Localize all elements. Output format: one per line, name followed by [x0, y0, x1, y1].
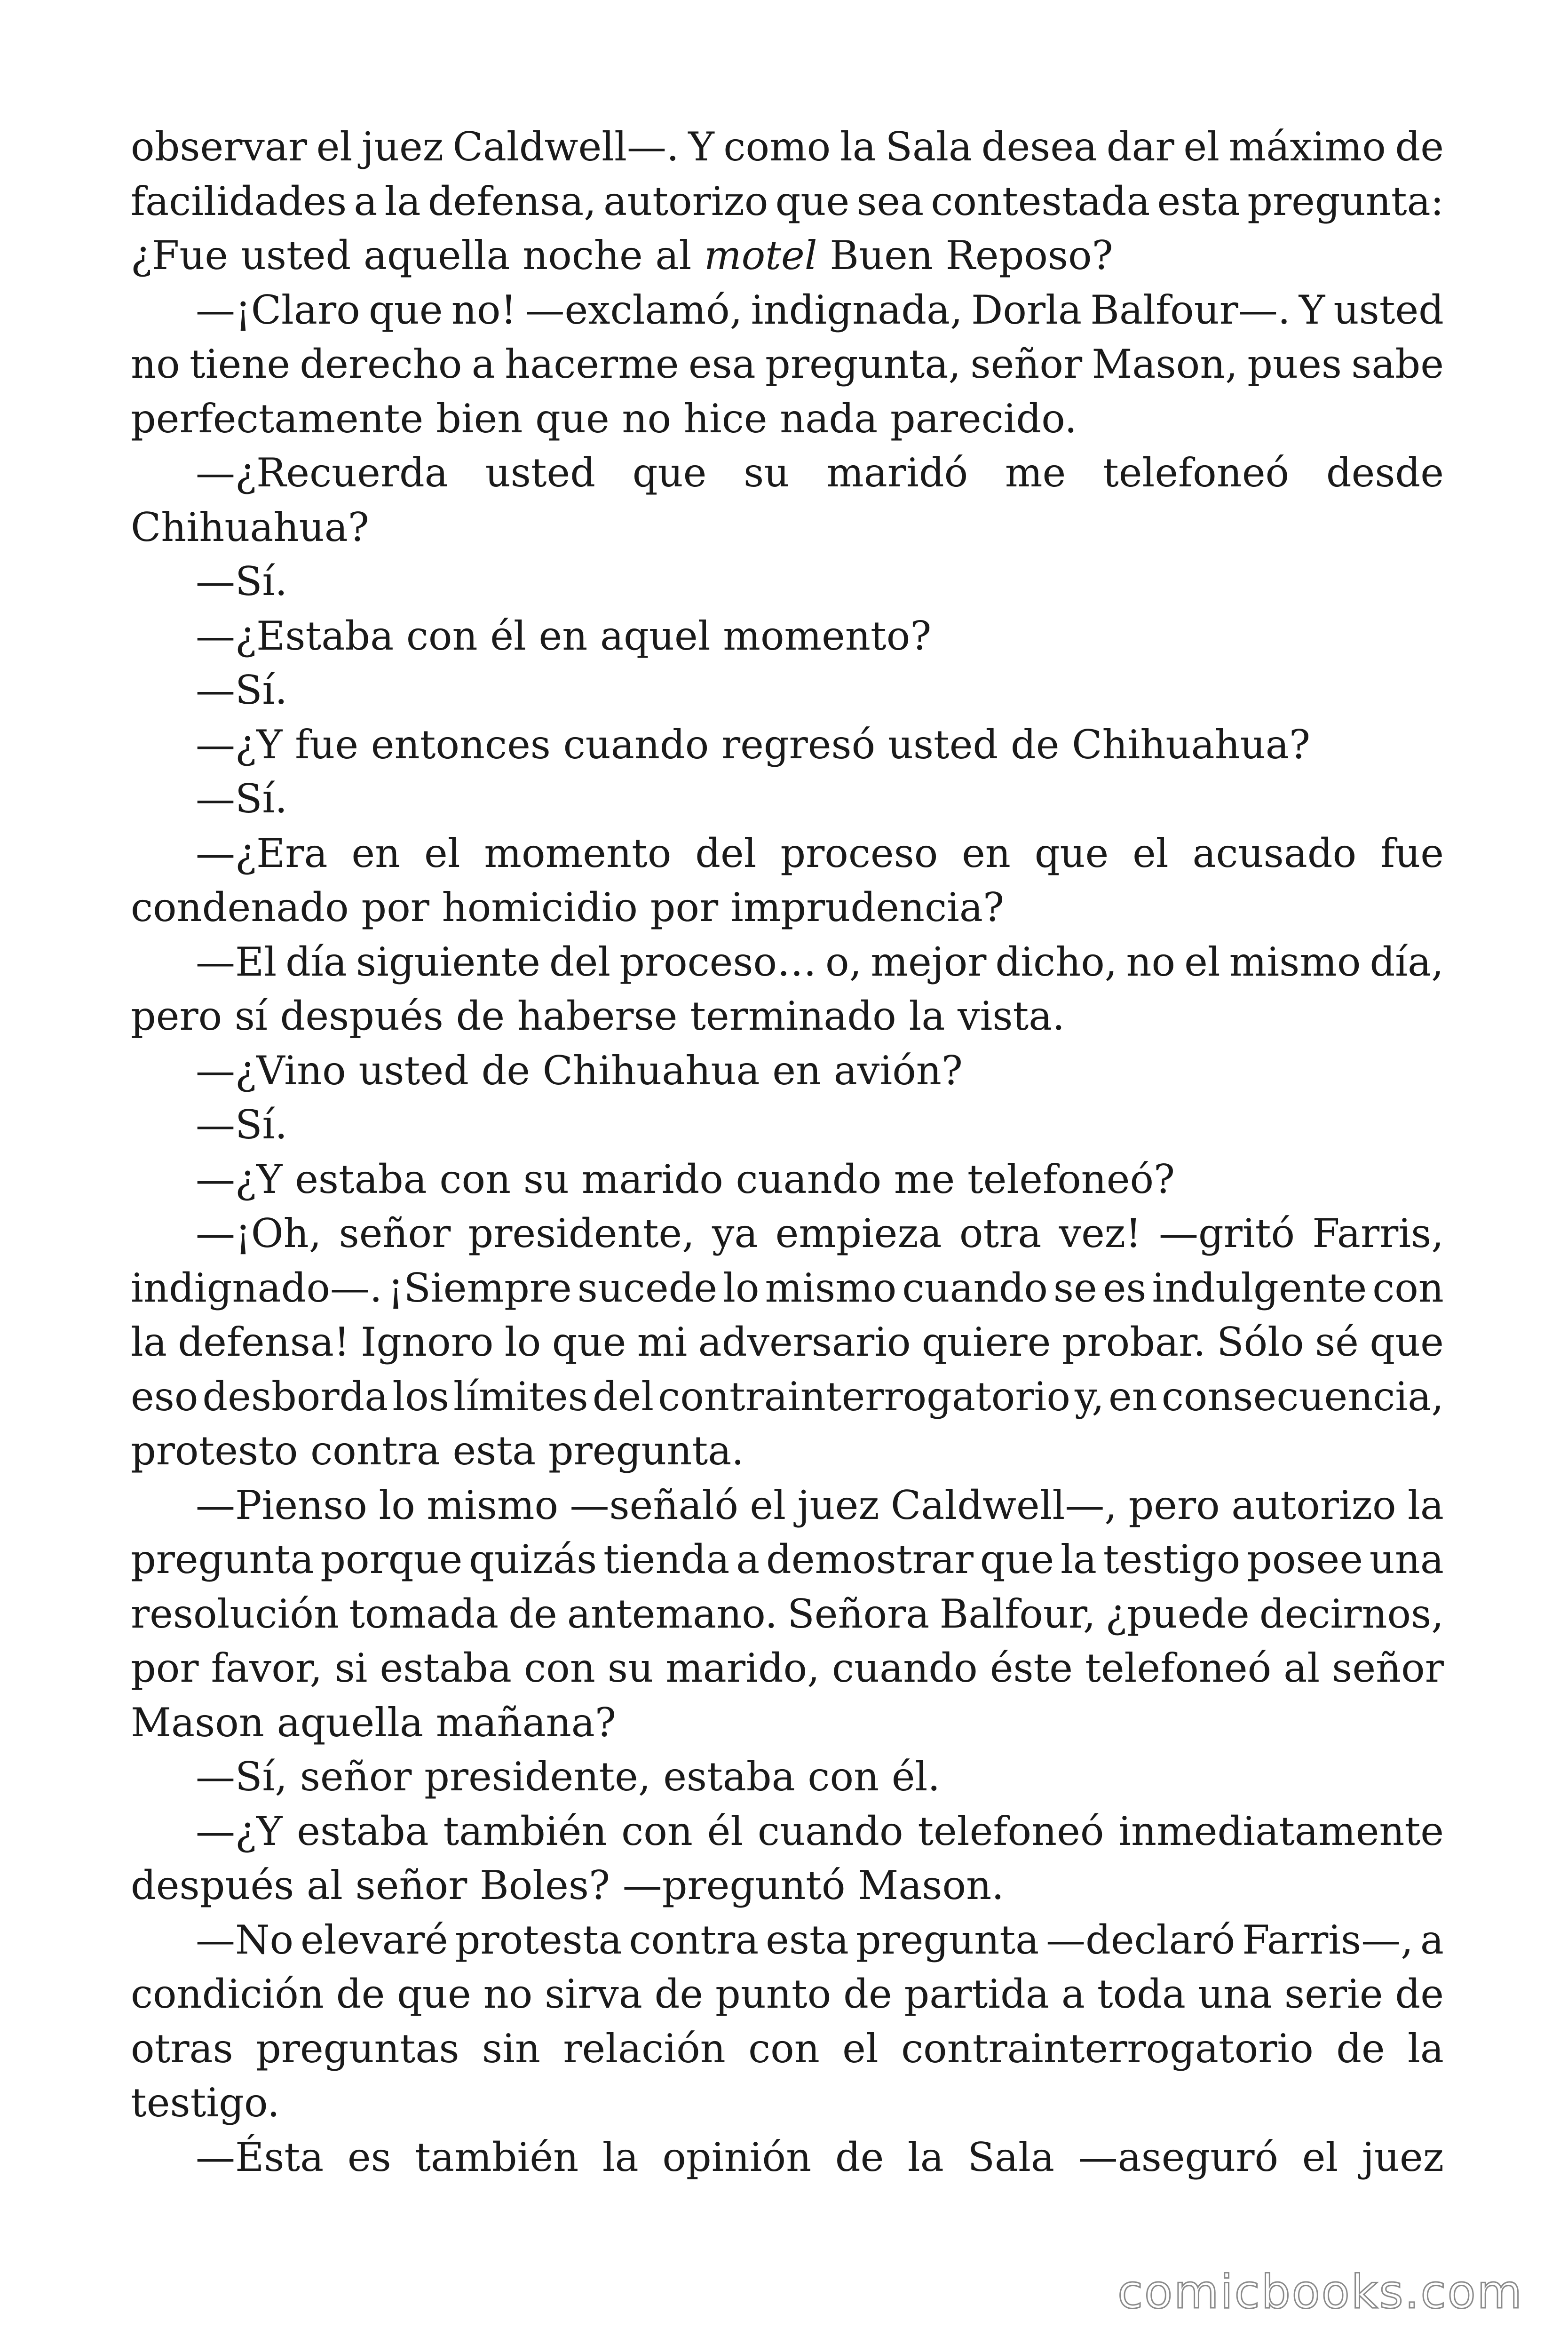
text-line	[131, 1587, 1444, 1642]
text-line	[131, 1315, 1444, 1370]
word: también	[443, 1808, 607, 1854]
word: el	[424, 830, 460, 876]
word: momento	[484, 830, 672, 876]
word: —señaló	[570, 1482, 738, 1528]
word: telefoneó	[1103, 450, 1290, 496]
word: la	[1408, 2025, 1444, 2072]
word: facilidades	[131, 178, 347, 224]
text-line: —Sí.	[196, 558, 288, 604]
word: Y	[1299, 286, 1325, 333]
word: y,	[1074, 1373, 1104, 1420]
word: preguntas	[256, 2025, 459, 2072]
word: lo	[723, 1264, 760, 1311]
word: máximo	[1228, 124, 1386, 170]
text-line	[131, 2130, 1444, 2185]
text-line	[131, 1261, 1444, 1316]
word: presidente,	[468, 1210, 695, 1256]
word: partida	[904, 1971, 1049, 2017]
word: con	[621, 1808, 693, 1854]
text-line: —¿Vino usted de Chihuahua en avión?	[196, 1047, 963, 1094]
word: sabe	[1351, 341, 1444, 387]
word: acusado	[1192, 830, 1357, 876]
word: empieza	[775, 1210, 942, 1256]
word: Sólo	[1217, 1319, 1304, 1365]
word: con	[1372, 1264, 1444, 1311]
word: el	[1132, 830, 1169, 876]
word: telefoneó	[918, 1808, 1104, 1854]
word: a	[1061, 1971, 1085, 2017]
word: que	[632, 450, 707, 496]
word: Caldwell—,	[891, 1482, 1117, 1528]
word: del	[695, 830, 757, 876]
word: hacerme	[505, 341, 679, 387]
word: los	[392, 1373, 449, 1420]
word: en	[351, 830, 401, 876]
word: día	[285, 938, 347, 985]
word: me	[1005, 450, 1066, 496]
text-line	[131, 1478, 1444, 1533]
word: quiere	[922, 1319, 1051, 1365]
word: marido,	[665, 1645, 820, 1691]
word: señor	[1332, 1645, 1444, 1691]
word: condición	[131, 1971, 324, 2017]
word: juez	[797, 1482, 879, 1528]
word: decirnos,	[1259, 1590, 1444, 1637]
word: cuando	[832, 1645, 978, 1691]
word: autorizo	[1231, 1482, 1396, 1528]
text-line	[131, 1207, 1444, 1261]
word: Caldwell—.	[452, 124, 679, 170]
word: serie	[1284, 1971, 1383, 2017]
text-line: —Sí.	[196, 776, 288, 822]
text-line: perfectamente bien que no hice nada parecido.	[131, 395, 1077, 442]
word: señor	[339, 1210, 451, 1256]
word: desborda	[202, 1373, 388, 1420]
word: tiene	[189, 341, 291, 387]
word: por	[131, 1645, 199, 1691]
word: la	[384, 178, 421, 224]
word: elevaré	[301, 1916, 448, 1963]
word: fue	[1380, 830, 1444, 876]
word: sirva	[545, 1971, 642, 2017]
text-line	[131, 1913, 1444, 1968]
word: probar.	[1061, 1319, 1206, 1365]
word: lo	[504, 1319, 541, 1365]
word: vez!	[1059, 1210, 1141, 1256]
word: proceso	[780, 830, 938, 876]
text-line: Mason aquella mañana?	[131, 1699, 616, 1746]
word: en	[962, 830, 1011, 876]
word: que	[552, 1319, 626, 1365]
site-watermark: comicbooks.com	[1117, 2265, 1523, 2319]
word: cuando	[757, 1808, 903, 1854]
word: Sala	[967, 2134, 1055, 2180]
word: testigo	[1103, 1536, 1241, 1582]
word: de	[1336, 2025, 1385, 2072]
word: autorizo	[603, 178, 768, 224]
word: contrainterrogatorio	[658, 1373, 1070, 1420]
word: el	[1184, 938, 1220, 985]
text-line: protesto contra esta pregunta.	[131, 1428, 744, 1474]
text-line: —¿Estaba con él en aquel momento?	[196, 612, 932, 659]
text-line: después al señor Boles? —preguntó Mason.	[131, 1862, 1004, 1908]
word: se	[1053, 1264, 1097, 1311]
word: del	[549, 938, 611, 985]
word: ¿puede	[1105, 1590, 1250, 1637]
word: adversario	[698, 1319, 911, 1365]
text-line	[131, 935, 1444, 990]
word: si	[334, 1645, 368, 1691]
word: que	[1034, 830, 1109, 876]
word: que	[775, 178, 850, 224]
word: que	[397, 1971, 471, 2017]
word: no	[131, 341, 180, 387]
word: resolución	[131, 1590, 340, 1637]
word: no!	[451, 286, 517, 333]
word: la	[602, 2134, 639, 2180]
word: derecho	[300, 341, 462, 387]
word: la	[907, 2134, 944, 2180]
word: —Pienso	[196, 1482, 367, 1528]
word: porque	[320, 1536, 463, 1582]
word: señor	[970, 341, 1083, 387]
word: de	[843, 1971, 892, 2017]
word: usted	[485, 450, 596, 496]
word: Balfour—.	[1090, 286, 1291, 333]
word: demostrar	[766, 1536, 974, 1582]
text-line: pero sí después de haberse terminado la vista.	[131, 993, 1065, 1039]
word: —exclamó,	[525, 286, 743, 333]
word: una	[1369, 1536, 1444, 1582]
word: Farris,	[1312, 1210, 1444, 1256]
word: —declaró	[1046, 1916, 1235, 1963]
word: el	[1302, 2134, 1338, 2180]
word: usted	[1333, 286, 1444, 333]
word: mejor	[871, 938, 987, 985]
word: relación	[563, 2025, 726, 2072]
text-line: —¿Y fue entonces cuando regresó usted de Chihuahua?	[196, 721, 1311, 768]
word: que	[368, 286, 443, 333]
word: tienda	[603, 1536, 730, 1582]
word: la	[131, 1319, 167, 1365]
text-line	[131, 1641, 1444, 1696]
word: contrainterrogatorio	[901, 2025, 1314, 2072]
word: Balfour,	[939, 1590, 1096, 1637]
text-line: —Sí, señor presidente, estaba con él.	[196, 1754, 941, 1800]
word: ¡Siempre	[388, 1264, 572, 1311]
word: éste	[990, 1645, 1073, 1691]
word: Ignoro	[361, 1319, 494, 1365]
word: opinión	[662, 2134, 812, 2180]
word: dar	[1106, 124, 1174, 170]
word: el	[316, 124, 353, 170]
word: él	[707, 1808, 744, 1854]
word: la	[1408, 1482, 1444, 1528]
word: juez	[361, 124, 443, 170]
word: su	[744, 450, 790, 496]
word: —¿Era	[196, 830, 328, 876]
word: consecuencia,	[1161, 1373, 1444, 1420]
word: telefoneó	[1085, 1645, 1272, 1691]
word: que	[1370, 1319, 1444, 1365]
text-line	[131, 175, 1444, 229]
text-line	[131, 283, 1444, 338]
word: otras	[131, 2025, 233, 2072]
book-page-text	[131, 120, 1444, 2185]
word: —No	[196, 1916, 294, 1963]
word: que	[980, 1536, 1054, 1582]
word: pregunta,	[765, 341, 961, 387]
word: de	[508, 1590, 557, 1637]
word: cuando	[902, 1264, 1048, 1311]
word: el	[1183, 124, 1220, 170]
word: esta	[1157, 178, 1241, 224]
word: inmediatamente	[1118, 1808, 1444, 1854]
word: mismo	[765, 1264, 897, 1311]
word: a	[471, 341, 495, 387]
word: ya	[712, 1210, 758, 1256]
word: pregunta:	[1247, 178, 1444, 224]
word: lo	[379, 1482, 415, 1528]
word: la	[839, 124, 876, 170]
word: sin	[482, 2025, 540, 2072]
word: —Ésta	[196, 2134, 324, 2180]
word: o,	[825, 938, 862, 985]
text-line: —¿Y estaba con su marido cuando me telefoneó?	[196, 1156, 1175, 1202]
word: antemano.	[567, 1590, 778, 1637]
word: estaba	[380, 1645, 512, 1691]
text-line: ¿Fue usted aquella noche al motel Buen Reposo?	[131, 232, 1113, 278]
text-line	[131, 826, 1444, 881]
word: contra	[629, 1916, 759, 1963]
word: una	[1197, 1971, 1273, 2017]
word: sucede	[577, 1264, 718, 1311]
word: indignado—.	[131, 1264, 382, 1311]
text-line	[131, 2022, 1444, 2076]
word: mismo	[1229, 938, 1361, 985]
word: de	[654, 1971, 704, 2017]
word: también	[415, 2134, 579, 2180]
word: observar	[131, 124, 308, 170]
word: toda	[1097, 1971, 1186, 2017]
word: sea	[856, 178, 924, 224]
text-line: —Sí.	[196, 667, 288, 713]
word: indignada,	[751, 286, 963, 333]
word: Dorla	[971, 286, 1082, 333]
word: posee	[1247, 1536, 1363, 1582]
word: Y	[688, 124, 714, 170]
word: —¡Oh,	[196, 1210, 322, 1256]
word: proceso…	[619, 938, 817, 985]
word: pero	[1128, 1482, 1220, 1528]
word: no	[483, 1971, 533, 2017]
word: no	[1126, 938, 1176, 985]
word: juez	[1362, 2134, 1444, 2180]
text-line: Chihuahua?	[131, 504, 369, 550]
word: día,	[1370, 938, 1444, 985]
word: siguiente	[356, 938, 540, 985]
word: es	[347, 2134, 391, 2180]
text-line: condenado por homicidio por imprudencia?	[131, 884, 1004, 930]
word: mismo	[427, 1482, 559, 1528]
text-line	[131, 120, 1444, 175]
word: al	[1283, 1645, 1320, 1691]
word: Sala	[885, 124, 973, 170]
word: indulgente	[1152, 1264, 1367, 1311]
word: su	[607, 1645, 654, 1691]
word: a	[1420, 1916, 1444, 1963]
word: protesta	[455, 1916, 622, 1963]
word: el	[842, 2025, 879, 2072]
word: punto	[715, 1971, 832, 2017]
word: a	[736, 1536, 760, 1582]
word: límites	[453, 1373, 588, 1420]
word: —¿Recuerda	[196, 450, 448, 496]
word: desde	[1326, 450, 1444, 496]
word: —¡Claro	[196, 286, 360, 333]
text-line	[131, 446, 1444, 501]
word: tomada	[349, 1590, 499, 1637]
word: del	[592, 1373, 654, 1420]
word: con	[748, 2025, 820, 2072]
word: quizás	[469, 1536, 597, 1582]
word: con	[524, 1645, 595, 1691]
word: favor,	[211, 1645, 323, 1691]
word: —El	[196, 938, 277, 985]
word: Mason,	[1092, 341, 1238, 387]
word: eso	[131, 1373, 198, 1420]
word: mi	[637, 1319, 688, 1365]
word: desea	[981, 124, 1098, 170]
text-line	[131, 337, 1444, 392]
word: es	[1102, 1264, 1147, 1311]
word: de	[1395, 1971, 1444, 2017]
text-line	[131, 1533, 1444, 1587]
word: —aseguró	[1078, 2134, 1279, 2180]
word: —¿Y	[196, 1808, 283, 1854]
word: dicho,	[995, 938, 1117, 985]
word: pregunta	[855, 1916, 1039, 1963]
word: defensa!	[178, 1319, 350, 1365]
word: Farris—,	[1242, 1916, 1413, 1963]
word: como	[723, 124, 831, 170]
word: de	[835, 2134, 884, 2180]
word: defensa,	[428, 178, 596, 224]
text-line	[131, 1967, 1444, 2022]
text-line	[131, 1370, 1444, 1424]
text-line: —Sí.	[196, 1102, 288, 1148]
text-line: testigo.	[131, 2080, 280, 2126]
word: el	[750, 1482, 786, 1528]
word: pues	[1247, 341, 1342, 387]
word: Señora	[787, 1590, 930, 1637]
word: de	[336, 1971, 385, 2017]
word: —gritó	[1158, 1210, 1295, 1256]
word: la	[1061, 1536, 1097, 1582]
word: pregunta	[131, 1536, 314, 1582]
word: maridó	[826, 450, 968, 496]
word: sé	[1315, 1319, 1359, 1365]
word: en	[1108, 1373, 1157, 1420]
word: otra	[959, 1210, 1042, 1256]
word: esa	[688, 341, 756, 387]
word: de	[1395, 124, 1444, 170]
text-line	[131, 1804, 1444, 1859]
word: esta	[766, 1916, 849, 1963]
word: contestada	[931, 178, 1150, 224]
word: estaba	[297, 1808, 429, 1854]
word: a	[354, 178, 378, 224]
